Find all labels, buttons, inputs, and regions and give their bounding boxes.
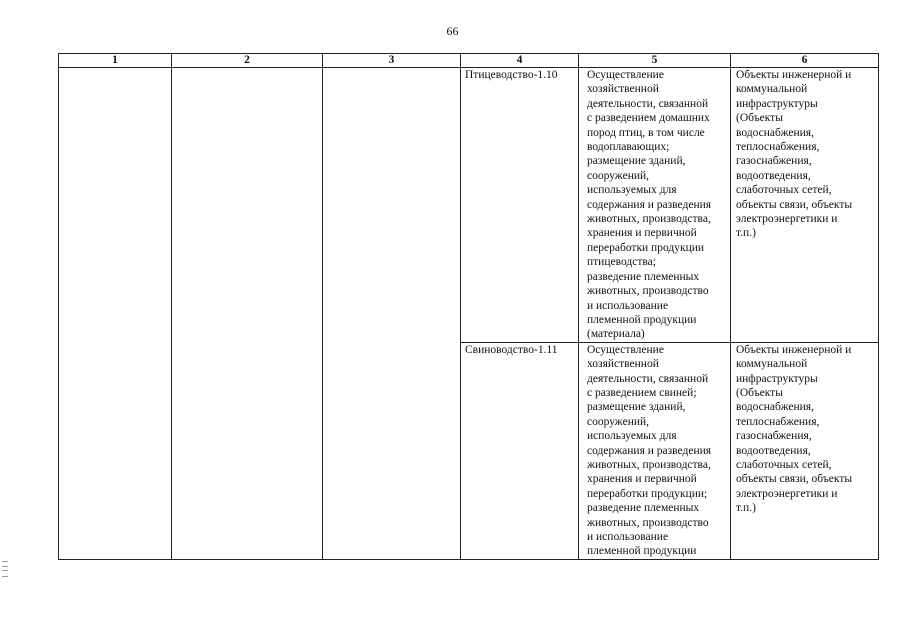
description-line: водоплавающих; [587,141,670,154]
description-line: племенной продукции [587,545,697,558]
description-line: пород птиц, в том числе [587,126,705,139]
use-name-text: Свиноводство-1.11 [465,343,558,356]
objects-line: электроэнергетики и [736,213,838,226]
objects-line: газоснабжения, [736,430,812,443]
description-line: используемых для [587,184,677,197]
description-line: и использование [587,531,669,543]
description-line: животных, производства, [587,458,711,471]
description-line: животных, производство [587,285,709,298]
description-line: сооружений, [587,415,650,428]
objects-line: водоснабжения, [736,401,814,414]
description-line: содержания и разведения [587,444,712,457]
objects-line: теплоснабжения, [736,415,820,428]
column-header-1: 1 [59,54,172,68]
description-line: используемых для [587,430,677,443]
description-line: переработки продукции; [587,487,708,500]
cell-use-description [579,342,731,559]
description-line: содержания и разведения [587,198,712,211]
land-use-table [58,53,879,560]
cell-permitted-objects [731,342,879,559]
objects-line: коммунальной [736,358,808,371]
description-line: деятельности, связанной [587,97,709,110]
cell-col3 [323,68,461,560]
column-header-6: 6 [731,54,879,68]
table-row-poultry [59,68,879,343]
objects-line: инфраструктуры [736,97,818,110]
description-line: с разведением домашних [587,112,710,125]
column-header-2: 2 [172,54,323,68]
description-line: размещение зданий, [587,155,686,168]
objects-line: т.п.) [736,502,756,515]
description-line: размещение зданий, [587,401,686,414]
scan-margin-mark [2,561,8,577]
description-line: животных, производства, [587,213,711,226]
objects-line: объекты связи, объекты [736,473,853,486]
description-line: с разведением свиней; [587,386,697,399]
column-header-3: 3 [323,54,461,68]
use-name-text: Птицеводство-1.10 [465,69,558,81]
description-line: птицеводства; [587,256,656,269]
objects-line: слаботочных сетей, [736,184,832,197]
column-header-4: 4 [461,54,579,68]
objects-line: водоотведения, [736,444,811,457]
cell-use-name [461,68,579,343]
objects-line: газоснабжения, [736,155,812,168]
objects-line: (Объекты [736,112,783,125]
description-line: Осуществление [587,343,664,356]
description-line: разведение племенных [587,502,700,515]
description-line: хранения и первичной [587,227,697,240]
objects-line: коммунальной [736,83,808,96]
cell-use-name [461,342,579,559]
description-line: животных, производство [587,516,709,529]
description-line: разведение племенных [587,270,700,283]
objects-line: теплоснабжения, [736,141,820,154]
description-line: и использование [587,299,669,312]
column-header-5: 5 [579,54,731,68]
description-line: племенной продукции [587,313,697,326]
cell-col1 [59,68,172,560]
objects-line: электроэнергетики и [736,487,838,500]
objects-line: слаботочных сетей, [736,458,832,471]
objects-line: инфраструктуры [736,372,818,385]
cell-permitted-objects [731,68,879,343]
objects-line: т.п.) [736,227,756,240]
objects-line: водоотведения, [736,169,811,182]
description-line: Осуществление [587,69,664,81]
description-line: сооружений, [587,169,650,182]
objects-line: Объекты инженерной и [736,343,852,356]
description-line: хозяйственной [587,83,659,96]
description-line: хозяйственной [587,358,659,371]
cell-col2 [172,68,323,560]
objects-line: (Объекты [736,386,783,399]
objects-line: объекты связи, объекты [736,198,853,211]
description-line: деятельности, связанной [587,372,709,385]
description-line: хранения и первичной [587,473,697,486]
objects-line: водоснабжения, [736,126,814,139]
description-line: (материала) [587,328,645,341]
cell-use-description [579,68,731,343]
table-header-row [59,54,879,68]
page-number: 66 [446,24,459,38]
objects-line: Объекты инженерной и [736,69,852,81]
description-line: переработки продукции [587,241,705,254]
